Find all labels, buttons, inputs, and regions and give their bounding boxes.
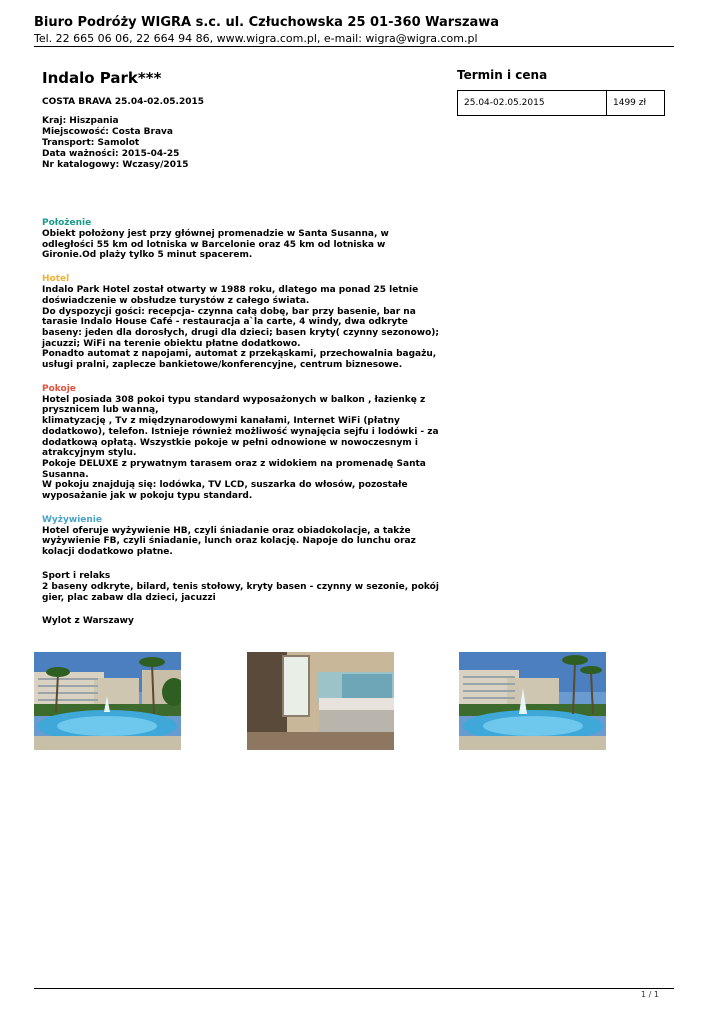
company-contact: Tel. 22 665 06 06, 22 664 94 86, www.wigra.com.pl, e-mail: wigra@wigra.com.pl [34, 32, 478, 45]
section-hotel [42, 274, 442, 371]
section-hotel-body: Indalo Park Hotel został otwarty w 1988 roku, dlatego ma ponad 25 letnie doświadczenie w obsłudze turystów z całego świata. Do dyspozycji gości: recepcja- czynna całą dobę, bar przy basenie, bar na tarasie Indalo House Café - restauracja a`la carte, 4 windy, dwa odkryte baseny: jeden dla dorosłych, drugi dla dzieci; basen kryty( czynny sezonowo); jacuzzi; WiFi na terenie obiektu płatne dodatkowo. Ponadto automat z napojami, automat z przekąskami, przechowalnia bagażu, usługi pralni, zaplecze bankietowe/konferencyjne, centrum biznesowe. [42, 285, 439, 371]
section-rooms-body: Hotel posiada 308 pokoi typu standard wyposażonych w balkon , łazienkę z prysznicem lub wanną, klimatyzację , Tv z międzynarodowymi kanałami, Internet WiFi (płatny dodatkowo), telefon. Istnieje również możliwość wynajęcia sejfu i lodówki - za dodatkową opłatą. Wszystkie pokoje w pełni odnowione w nowoczesnym i atrakcyjnym stylu. Pokoje DELUXE z prywatnym tarasem oraz z widokiem na promenadę Santa Susanna. W pokoju znajdują się: lodówka, TV LCD, suszarka do włosów, pozostałe wyposażanie jak w pokoju typu standard. [42, 394, 439, 502]
photo-pool-1 [34, 652, 181, 750]
offer-content [42, 68, 442, 627]
section-rooms-heading: Pokoje [42, 383, 76, 394]
offer-title: Indalo Park*** [42, 69, 162, 87]
section-departure [42, 616, 442, 627]
section-location-body: Obiekt położony jest przy głównej promenadzie w Santa Susanna, w odległości 55 km od lotniska w Barcelonie oraz 45 km od lotniska w Gironie.Od plaży tylko 5 minut spacerem. [42, 229, 389, 261]
section-board-body: Hotel oferuje wyżywienie HB, czyli śniadanie oraz obiadokolacje, a także wyżywienie FB, czyli śniadanie, lunch oraz kolację. Napoje do lunchu oraz kolacji dodatkowo płatne. [42, 525, 416, 558]
offer-subtitle: COSTA BRAVA 25.04-02.05.2015 [42, 97, 205, 107]
offer-meta [42, 116, 442, 171]
pricing-table [457, 90, 665, 116]
header-divider [34, 46, 674, 47]
pricing-term: 25.04-02.05.2015 [458, 91, 607, 116]
pricing-row [458, 91, 665, 116]
meta-location: Miejscowość: Costa Brava [42, 127, 173, 137]
footer-divider [34, 988, 674, 989]
meta-transport: Transport: Samolot [42, 138, 140, 148]
section-location-heading: Położenie [42, 218, 92, 228]
meta-country: Kraj: Hiszpania [42, 116, 119, 126]
pricing-price: 1499 zł [607, 91, 665, 116]
company-name: Biuro Podróży WIGRA s.c. ul. Człuchowska 25 01-360 Warszawa [34, 15, 500, 30]
section-sport-body: 2 baseny odkryte, bilard, tenis stołowy, kryty basen - czynny w sezonie, pokój gier, plac zabaw dla dzieci, jacuzzi [42, 581, 439, 603]
section-location [42, 218, 442, 261]
meta-valid-date: Data ważności: 2015-04-25 [42, 149, 180, 159]
section-board [42, 515, 442, 558]
meta-catalog-number: Nr katalogowy: Wczasy/2015 [42, 160, 189, 170]
page-header [34, 14, 674, 46]
page-number: 1 / 1 [641, 990, 659, 999]
section-sport-heading: Sport i relaks [42, 570, 111, 581]
section-sport [42, 571, 442, 603]
photo-pool-2 [459, 652, 606, 750]
section-hotel-heading: Hotel [42, 274, 70, 285]
pricing-heading: Termin i cena [457, 68, 548, 82]
photo-room [247, 652, 394, 750]
section-rooms [42, 384, 442, 502]
section-board-heading: Wyżywienie [42, 514, 102, 525]
section-departure-heading: Wylot z Warszawy [42, 616, 134, 627]
